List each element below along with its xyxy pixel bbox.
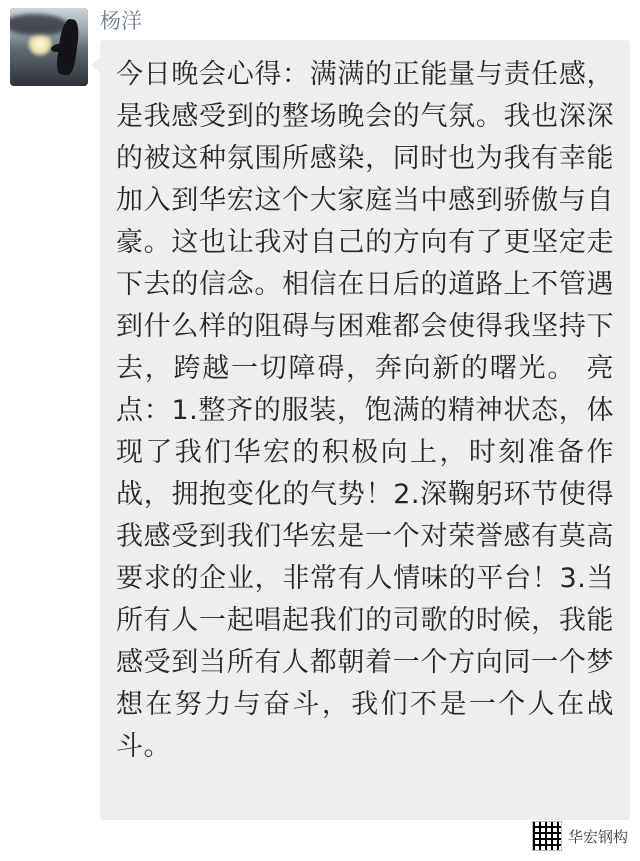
message-bubble[interactable] (100, 40, 630, 820)
cloud-icon (10, 14, 68, 34)
message-body (100, 8, 630, 820)
avatar[interactable] (10, 8, 88, 86)
account-name: 华宏钢构 (567, 827, 628, 846)
message-text: 今日晚会心得：满满的正能量与责任感，是我感受到的整场晚会的气氛。我也深深的被这种氛围所感染，同时也为我有幸能加入到华宏这个大家庭当中感到骄傲与自豪。这也让我对自己的方向有了更坚定走下去的信念。相信在日后的道路上不管遇到什么样的阻碍与困难都会使得我坚持下去，跨越一切障碍，奔向新的曙光。 亮点：1.整齐的服装，饱满的精神状态，体现了我们华宏的积极向上，时刻准备作战，拥抱变化的气势！2.深鞠躬环节使得我感受到我们华宏是一个对荣誉感有莫高要求的企业，非常有人情味的平台！3.当所有人一起唱起我们的司歌的时候，我能感受到当所有人都朝着一个方向同一个梦想在努力与奋斗，我们不是一个人在战斗。 (116, 59, 614, 762)
account-watermark[interactable] (530, 819, 630, 853)
qr-code-icon[interactable] (532, 821, 562, 851)
sender-name: 杨洋 (100, 10, 142, 33)
